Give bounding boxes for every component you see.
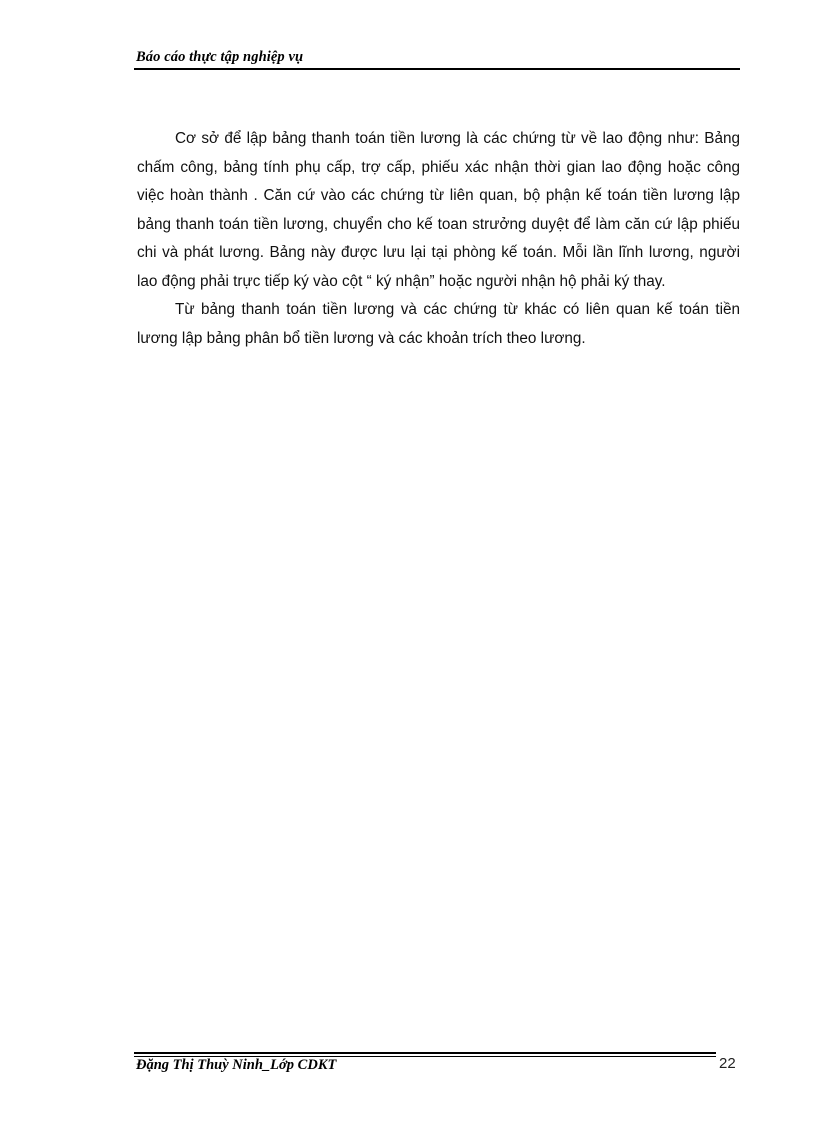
footer-author: Đặng Thị Thuỳ Ninh_Lớp CDKT [136, 1057, 337, 1073]
page-number: 22 [719, 1055, 736, 1072]
header-divider [134, 68, 740, 70]
header-title: Báo cáo thực tập nghiệp vụ [136, 49, 304, 65]
paragraph: Từ bảng thanh toán tiền lương và các chứng từ khác có liên quan kế toán tiền lương lập bảng phân bổ tiền lương và các khoản trích theo lương. [137, 301, 740, 347]
body-content [137, 125, 740, 353]
paragraph: Cơ sở để lập bảng thanh toán tiền lương là các chứng từ về lao động như: Bảng chấm công, bảng tính phụ cấp, trợ cấp, phiếu xác nhận thời gian lao động hoặc công việc hoàn thành . Căn cứ vào các chứng từ liên quan, bộ phận kế toán tiền lương lập bảng thanh toán tiền lương, chuyển cho kế toan strưởng duyệt để làm căn cứ lập phiếu chi và phát lương. Bảng này được lưu lại tại phòng kế toán. Mỗi lần lĩnh lương, người lao động phải trực tiếp ký vào cột “ ký nhận” hoặc người nhận hộ phải ký thay. [137, 130, 740, 290]
footer-divider [134, 1052, 716, 1054]
